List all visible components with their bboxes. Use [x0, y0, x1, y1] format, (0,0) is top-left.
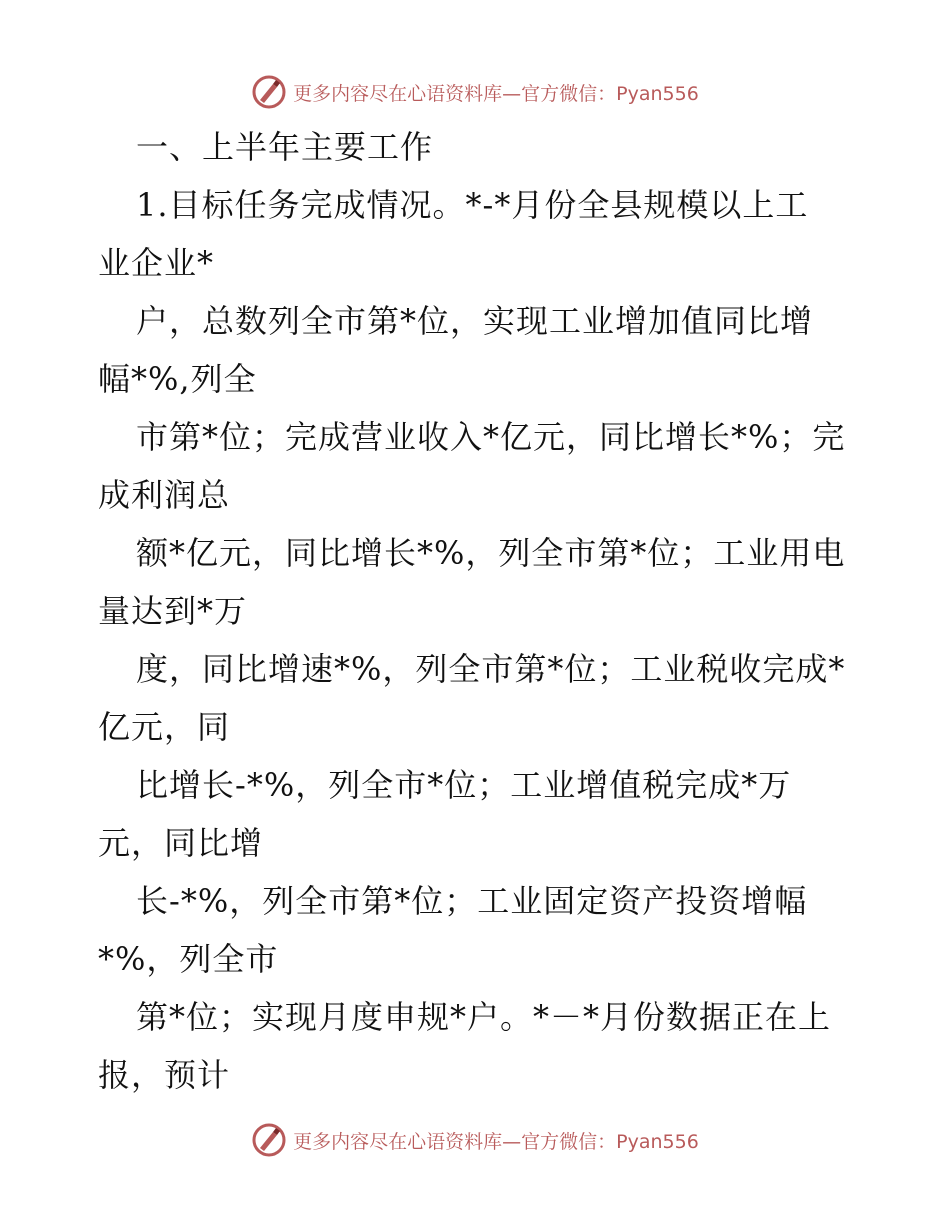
paragraph-line: 户，总数列全市第*位，实现工业增加值同比增	[136, 302, 814, 340]
paragraph-line: 额*亿元，同比增长*%，列全市第*位；工业用电	[136, 534, 846, 572]
paragraph-line: 报，预计	[98, 1056, 231, 1094]
watermark-header	[0, 70, 950, 114]
pen-logo-icon	[251, 1122, 287, 1158]
pen-logo-icon	[251, 74, 287, 110]
section-heading: 一、上半年主要工作	[136, 128, 434, 166]
watermark-text: 更多内容尽在心语资料库—官方微信：Pyan556	[293, 82, 699, 105]
paragraph-line: 第*位；实现月度申规*户。*－*月份数据正在上	[136, 998, 832, 1036]
paragraph-line: 长-*%，列全市第*位；工业固定资产投资增幅	[136, 882, 808, 920]
paragraph-line: 幅*%,列全	[98, 360, 257, 398]
paragraph-line: 比增长-*%，列全市*位；工业增值税完成*万	[136, 766, 792, 804]
watermark-text: 更多内容尽在心语资料库—官方微信：Pyan556	[293, 1130, 699, 1153]
paragraph-line: 元，同比增	[98, 824, 264, 862]
paragraph-line: 成利润总	[98, 476, 231, 514]
document-body	[98, 118, 858, 1104]
paragraph-line: 度，同比增速*%，列全市第*位；工业税收完成*	[136, 650, 846, 688]
paragraph-line: 1.目标任务完成情况。*-*月份全县规模以上工	[136, 186, 809, 224]
watermark-footer	[0, 1118, 950, 1162]
paragraph-line: *%，列全市	[98, 940, 279, 978]
paragraph-line: 亿元，同	[98, 708, 231, 746]
paragraph-line: 业企业*	[98, 244, 215, 282]
paragraph-line: 市第*位；完成营业收入*亿元，同比增长*%；完	[136, 418, 846, 456]
paragraph-line: 量达到*万	[98, 592, 248, 630]
